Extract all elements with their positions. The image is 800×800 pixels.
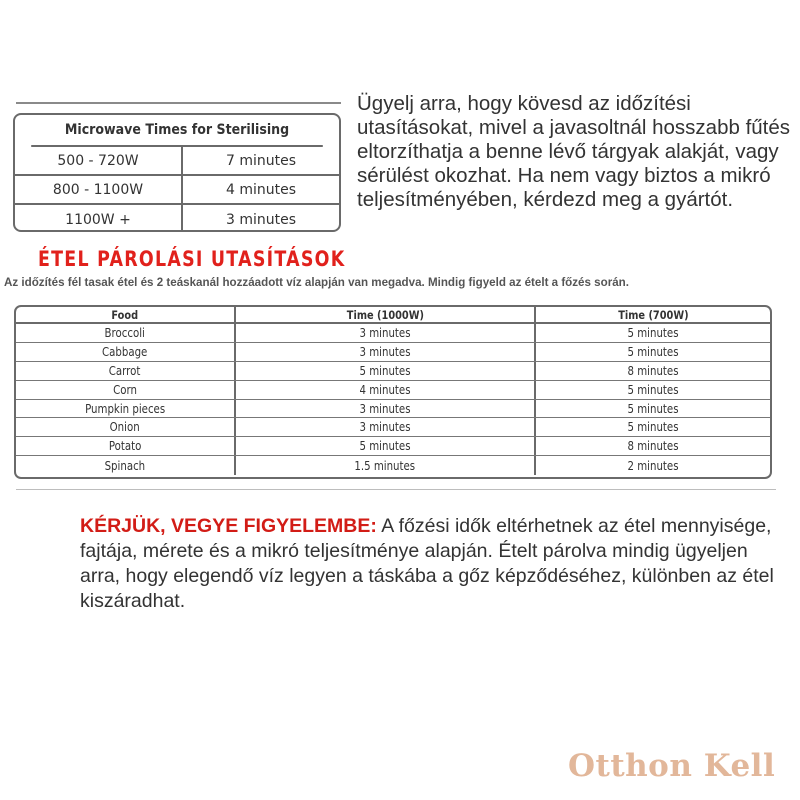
time-1000w-cell: 5 minutes — [236, 437, 536, 455]
time-1000w-cell: 3 minutes — [236, 343, 536, 361]
time-cell: 4 minutes — [225, 181, 297, 198]
time-1000w-cell: 1.5 minutes — [236, 456, 536, 475]
time-1000w-cell: 4 minutes — [236, 381, 536, 399]
food-cell: Carrot — [16, 362, 236, 380]
decorative-divider-bottom — [16, 489, 776, 490]
table-row — [16, 418, 770, 437]
time-700w-cell: 5 minutes — [627, 382, 679, 397]
food-cell: Onion — [16, 418, 236, 436]
time-700w-cell: 2 minutes — [627, 458, 679, 473]
time-700w-cell: 5 minutes — [627, 325, 679, 340]
sterilising-row — [15, 205, 339, 232]
time-700w-cell: 8 minutes — [627, 439, 679, 454]
time-1000w-cell: 3 minutes — [236, 324, 536, 342]
time-1000w-cell: 3 minutes — [236, 418, 536, 436]
time-1000w-cell: 5 minutes — [236, 362, 536, 380]
table-row — [16, 456, 770, 475]
sterilising-row — [15, 176, 339, 205]
table-row — [16, 400, 770, 419]
table-row — [16, 324, 770, 343]
header-time-700w: Time (700W) — [617, 307, 689, 322]
table-row — [16, 381, 770, 400]
time-700w-cell: 5 minutes — [627, 401, 679, 416]
food-cell: Corn — [16, 381, 236, 399]
time-cell: 7 minutes — [225, 152, 297, 169]
time-700w-cell: 8 minutes — [627, 363, 679, 378]
table-row — [16, 362, 770, 381]
time-cell: 3 minutes — [225, 211, 297, 228]
power-cell: 500 - 720W — [15, 147, 183, 174]
food-table-header — [16, 307, 770, 324]
power-cell: 1100W + — [15, 205, 183, 232]
food-cell: Pumpkin pieces — [16, 400, 236, 418]
food-cell: Broccoli — [16, 324, 236, 342]
power-cell: 800 - 1100W — [15, 176, 183, 203]
food-cell: Spinach — [16, 456, 236, 475]
steaming-instructions-title: ÉTEL PÁROLÁSI UTASÍTÁSOK — [38, 247, 346, 271]
steaming-note: Az időzítés fél tasak étel és 2 teáskanál hozzáadott víz alapján van megadva. Mindig figyeld az ételt a főzés során. — [4, 276, 629, 289]
decorative-divider-top — [16, 102, 341, 104]
brand-logo: Otthon Kell — [568, 748, 776, 784]
food-steaming-table — [14, 305, 772, 479]
time-1000w-cell: 3 minutes — [236, 400, 536, 418]
sterilising-row — [15, 147, 339, 176]
notice-text: A főzési idők eltérhetnek az étel mennyisége, fajtája, mérete és a mikró teljesítménye alapján. Ételt párolva mindig ügyeljen arra, hogy elegendő víz legyen a táskába a gőz képződéséhez, különben az étel kiszáradhat. — [80, 515, 774, 612]
food-cell: Potato — [16, 437, 236, 455]
sterilising-times-table — [13, 113, 341, 232]
food-cell: Cabbage — [16, 343, 236, 361]
header-time-1000w: Time (1000W) — [236, 307, 536, 322]
cooking-notice — [80, 514, 780, 614]
header-food: Food — [16, 307, 236, 322]
table-row — [16, 343, 770, 362]
notice-lead: KÉRJÜK, VEGYE FIGYELEMBE: — [80, 515, 377, 537]
table-row — [16, 437, 770, 456]
sterilising-table-title: Microwave Times for Sterilising — [31, 115, 323, 147]
timing-warning-paragraph: Ügyelj arra, hogy kövesd az időzítési utasításokat, mivel a javasoltnál hosszabb fűtés eltorzíthatja a benne lévő tárgyak alakját, vagy sérülést okozhat. Ha nem vagy biztos a mikró teljesítményében, kérdezd meg a gyártót. — [357, 92, 791, 211]
time-700w-cell: 5 minutes — [627, 344, 679, 359]
time-700w-cell: 5 minutes — [627, 420, 679, 435]
